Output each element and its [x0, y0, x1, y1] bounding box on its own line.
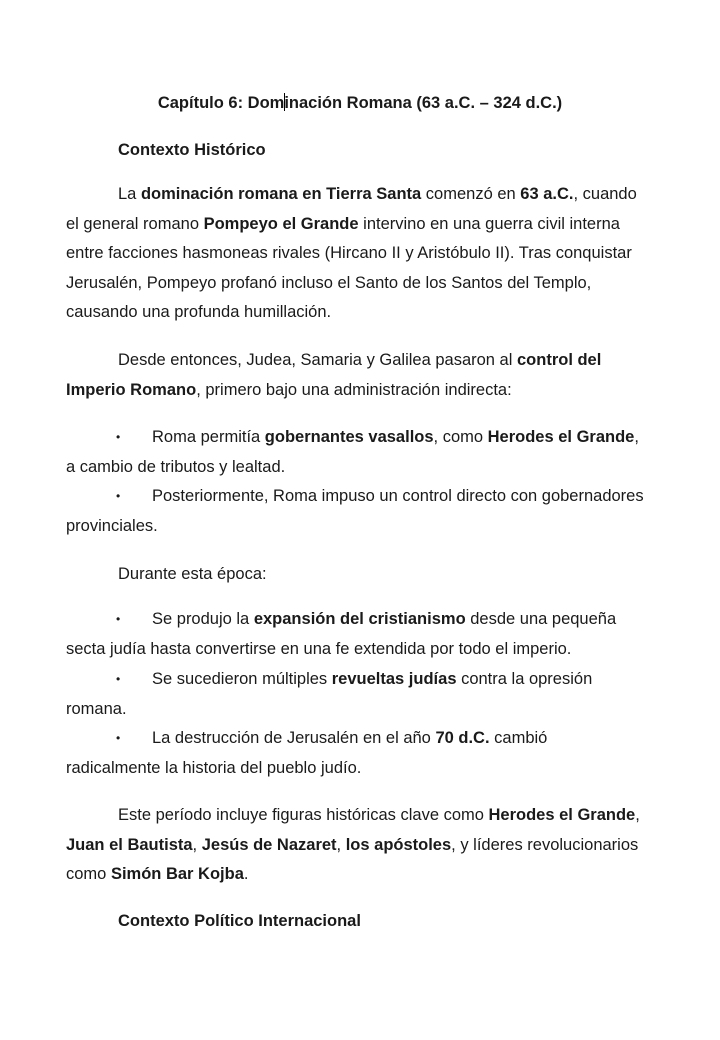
title-text-end: inación Romana (63 a.C. – 324 d.C.) — [284, 94, 563, 112]
section-heading-historical-context: Contexto Histórico — [118, 141, 266, 159]
list-item: • Roma permitía gobernantes vasallos, como Herodes el Grande, a cambio de tributos y lealtad. — [66, 423, 646, 482]
paragraph-roman-domination: La dominación romana en Tierra Santa comenzó en 63 a.C., cuando el general romano Pompeyo el Grande intervino en una guerra civil interna entre facciones hasmoneas rivales (Hircano II y Aristóbulo II). Tras conquistar Jerusalén, Pompeyo profanó incluso el Santo de los Santos del Templo, causando una profunda humillación. — [66, 185, 637, 321]
list-item: • Se sucedieron múltiples revueltas judías contra la opresión romana. — [66, 665, 646, 724]
bullet-icon: • — [116, 430, 121, 444]
section-heading-international-politics: Contexto Político Internacional — [118, 912, 361, 930]
list-item: • Se produjo la expansión del cristianismo desde una pequeña secta judía hasta convertirse en una fe extendida por todo el imperio. — [66, 605, 646, 664]
bullet-icon: • — [116, 612, 121, 626]
title-text-start: Capítulo 6: Dom — [157, 94, 285, 112]
paragraph-roman-control: Desde entonces, Judea, Samaria y Galilea pasaron al control del Imperio Romano, primero bajo una administración indirecta: — [66, 351, 602, 399]
paragraph-during-this-era: Durante esta época: — [118, 565, 267, 583]
chapter-title — [0, 92, 720, 114]
bullet-icon: • — [116, 731, 121, 745]
bullet-icon: • — [116, 672, 121, 686]
bullet-icon: • — [116, 489, 121, 503]
list-item: • Posteriormente, Roma impuso un control directo con gobernadores provinciales. — [66, 482, 646, 541]
list-item: • La destrucción de Jerusalén en el año 70 d.C. cambió radicalmente la historia del pueblo judío. — [66, 724, 646, 783]
paragraph-key-figures: Este período incluye figuras históricas clave como Herodes el Grande, Juan el Bautista, Jesús de Nazaret, los apóstoles, y líderes revolucionarios como Simón Bar Kojba. — [66, 806, 640, 883]
